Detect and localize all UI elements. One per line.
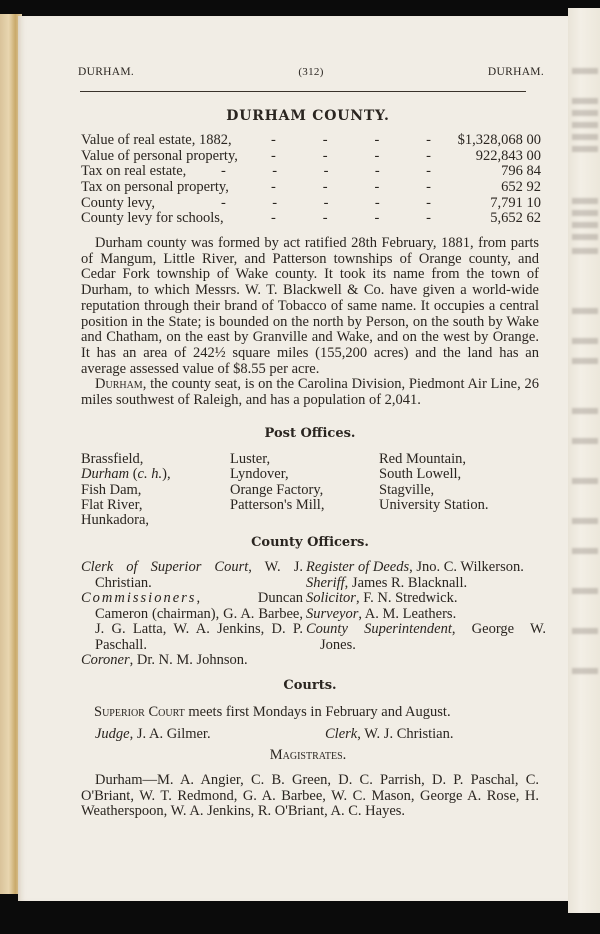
running-head-right: DURHAM. — [487, 66, 544, 78]
finance-row — [81, 133, 541, 149]
officer-title: Sheriff — [306, 574, 345, 591]
officer-title: County Superintendent — [306, 621, 452, 637]
finance-amount: 652 92 — [501, 179, 541, 196]
clerk-title: Clerk — [325, 726, 358, 742]
officer-title: Surveyor — [306, 605, 359, 622]
leader-dashes: - - - - — [271, 210, 431, 227]
post-office: Hunkadora, — [81, 512, 150, 529]
officer-name: , Dr. N. M. Johnson. — [129, 652, 248, 668]
finance-label: Value of personal property, — [81, 147, 238, 164]
courts-heading: Courts. — [283, 678, 337, 693]
officer-entry — [81, 560, 303, 591]
adjacent-page-edge — [568, 8, 600, 913]
finance-label: Tax on real estate, — [81, 163, 187, 180]
finance-table — [81, 133, 541, 227]
finance-label: County levy, — [81, 194, 155, 211]
running-head — [78, 60, 544, 80]
officer-entry — [81, 591, 303, 653]
finance-amount: $1,328,068 00 — [457, 132, 541, 148]
post-office: Durham (c. h.), — [81, 466, 171, 483]
superior-court-line — [94, 704, 451, 721]
post-office-column — [81, 452, 171, 528]
officer-entry — [306, 560, 546, 576]
superior-court-text: meets first Mondays in February and August. — [184, 704, 451, 720]
officers-right-column — [306, 560, 546, 653]
magistrates-list: Durham—M. A. Angier, C. B. Green, D. C. Parrish, D. P. Paschal, C. O'Briant, W. T. Redmond, G. A. Barbee, W. C. Mason, George A. Rose, H. Weatherspoon, W. A. Jenkins, R. O'Briant, A. C. Hayes. — [81, 772, 539, 820]
post-offices-heading: Post Offices. — [264, 426, 356, 441]
officer-title: Commissioners — [81, 590, 197, 606]
page-number: (312) — [298, 66, 324, 78]
finance-amount: 796 84 — [501, 163, 541, 180]
county-seat-text: , the county seat, is on the Carolina Division, Piedmont Air Line, 26 miles southwest of Raleigh, and has a population of 2,041. — [81, 376, 539, 408]
officer-entry — [306, 607, 546, 623]
clerk-name: , W. J. Christian. — [357, 726, 454, 742]
leader-dashes: - - - - — [271, 132, 431, 148]
post-office-column — [230, 452, 324, 513]
post-office: University Station. — [379, 496, 489, 513]
finance-label: Value of real estate, 1882, — [81, 132, 232, 148]
finance-row — [81, 180, 541, 196]
post-office: Lyndover, — [230, 466, 289, 483]
officer-title: Register of Deeds — [306, 559, 410, 575]
post-office-suffix: (c. h.), — [129, 466, 171, 483]
officer-title: Coroner — [81, 652, 130, 668]
magistrates-heading: Magistrates. — [269, 747, 347, 763]
officer-name: , George W. Jones. — [320, 621, 546, 653]
finance-row — [81, 149, 541, 165]
leader-dashes: - - - - - — [221, 194, 431, 211]
officer-title: Solicitor — [306, 590, 356, 606]
judge-line — [95, 726, 211, 743]
post-office: Luster, — [230, 451, 271, 467]
leader-dashes: - - - - — [271, 147, 431, 164]
leader-dashes: - - - - — [271, 179, 431, 196]
finance-row — [81, 211, 541, 227]
officer-name: , W. J. Christian. — [95, 559, 303, 591]
post-office: Flat River, — [81, 496, 143, 513]
post-office: Stagville, — [379, 481, 435, 498]
officer-name: , James R. Blacknall. — [344, 574, 468, 591]
finance-amount: 922,843 00 — [475, 147, 541, 164]
header-rule — [80, 91, 526, 92]
officer-entry — [306, 622, 546, 653]
post-office: Patterson's Mill, — [230, 496, 325, 513]
officer-entry — [306, 576, 546, 592]
finance-row — [81, 164, 541, 180]
officer-entry — [81, 653, 303, 669]
finance-row — [81, 196, 541, 212]
finance-label: County levy for schools, — [81, 210, 224, 227]
officer-name: , F. N. Stredwick. — [355, 590, 458, 606]
officer-name: , Jno. C. Wilkerson. — [409, 559, 524, 575]
post-office: Orange Factory, — [230, 481, 324, 498]
officer-title: Clerk of Superior Court — [81, 559, 249, 575]
leader-dashes: - - - - - — [221, 163, 431, 180]
superior-court-label: Superior Court — [94, 704, 185, 720]
post-office: Brassfield, — [81, 451, 144, 467]
finance-label: Tax on personal property, — [81, 179, 229, 196]
finance-amount: 5,652 62 — [490, 210, 541, 227]
post-office: South Lowell, — [379, 466, 462, 483]
county-officers-heading: County Officers. — [251, 535, 369, 550]
post-office-column — [379, 452, 489, 513]
clerk-line — [325, 726, 454, 743]
officers-left-column — [81, 560, 303, 669]
county-description: Durham county was formed by act ratified 28th February, 1881, from parts of Mangum, Little River, and Patterson townships of Orange county, and Cedar Fork township of Wake county. It took its name from the town of Durham, to which Messrs. W. T. Blackwell & Co. have given a world-wide reputation through their brand of Tobacco of same name. It occupies a central position in the State; is bounded on the north by Person, on the south by Wake and Chatham, on the east by Granville and Wake, and on the west by Orange. It has an area of 242½ square miles (155,200 acres) and the land has an average assessed value of $8.55 per acre. — [81, 235, 539, 377]
judge-title: Judge — [95, 726, 130, 742]
finance-amount: 7,791 10 — [490, 194, 541, 211]
judge-name: , J. A. Gilmer. — [129, 726, 211, 742]
officer-entry — [306, 591, 546, 607]
county-seat-paragraph — [81, 377, 539, 408]
county-seat-name: Durham — [95, 376, 143, 392]
post-office: Fish Dam, — [81, 481, 142, 498]
officer-name: , A. M. Leathers. — [358, 605, 457, 622]
officer-name: , Duncan Cameron (chairman), G. A. Barbee, J. G. Latta, W. A. Jenkins, D. P. Paschall. — [95, 590, 303, 653]
page-title: DURHAM COUNTY. — [226, 108, 390, 124]
running-head-left: DURHAM. — [78, 66, 135, 78]
post-office: Red Mountain, — [379, 451, 466, 467]
